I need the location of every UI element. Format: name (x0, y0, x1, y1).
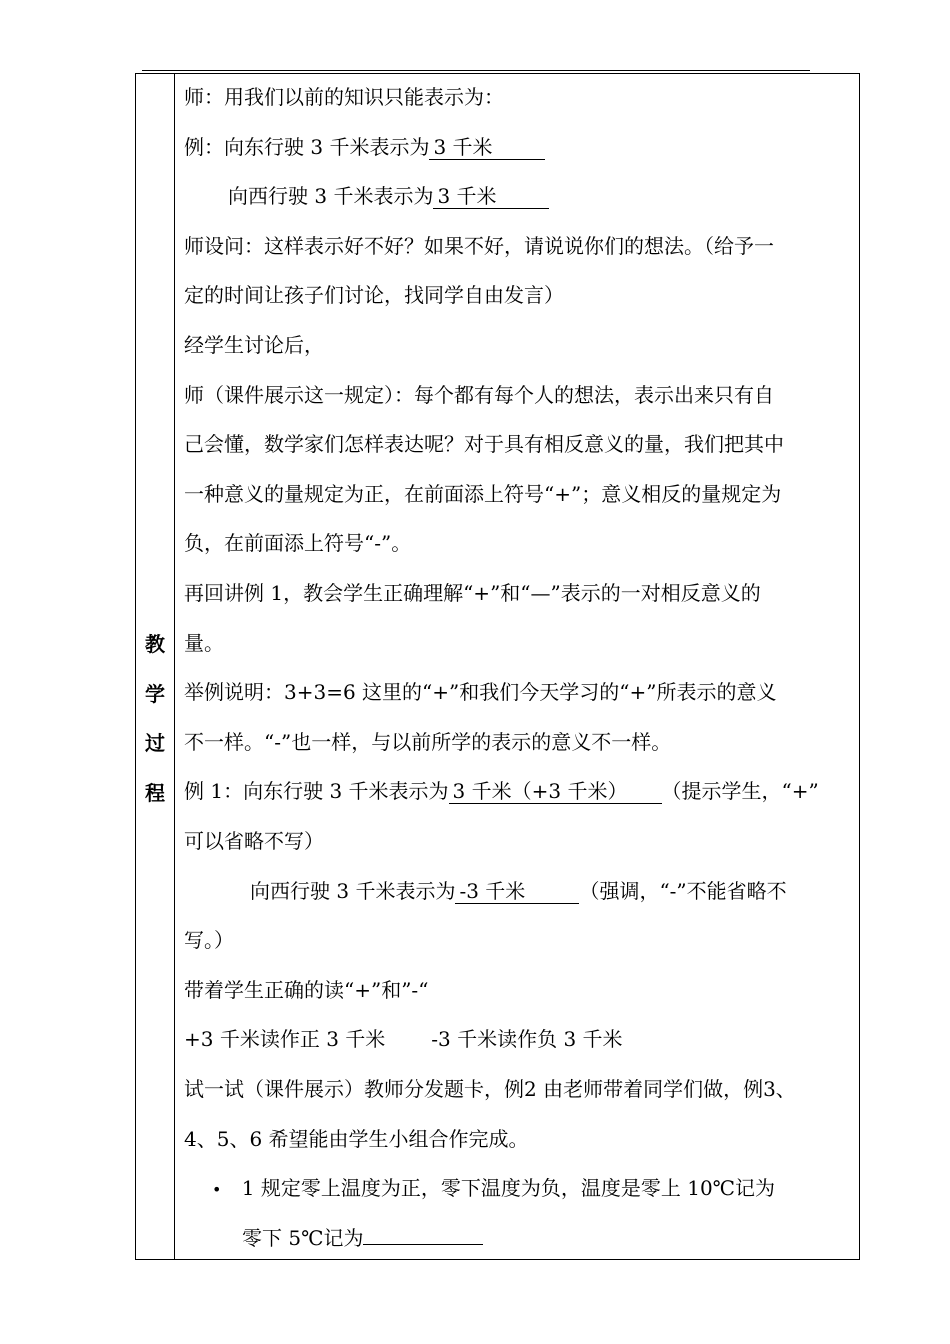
text-line: 师（课件展示这一规定）：每个都有每个人的想法，表示出来只有自 (184, 382, 774, 407)
answer-blank: 3 千米 (433, 184, 549, 209)
text-line: 师：用我们以前的知识只能表示为： (184, 85, 504, 109)
text-line: 师设问：这样表示好不好？如果不好，请说说你们的想法。（给予一 (184, 233, 774, 258)
bullet-icon: • (212, 1180, 222, 1200)
answer-blank: 3 千米（+3 千米） (449, 779, 662, 804)
text-line: 向西行驶 3 千米表示为 -3 千米 （强调，“-”不能省略不 (250, 878, 787, 903)
text-line: 例 1：向东行驶 3 千米表示为 3 千米（+3 千米） （提示学生，“+” (184, 779, 819, 804)
text-line: 不一样。“-”也一样，与以前所学的表示的意义不一样。 (184, 729, 672, 754)
text-line: 带着学生正确的读“+”和”-“ (184, 977, 429, 1002)
side-label-char: 教 (145, 632, 165, 656)
text-line: 可以省略不写） (184, 829, 324, 853)
text-line: 定的时间让孩子们讨论，找同学自由发言） (184, 283, 564, 308)
text-line: 试一试（课件展示）教师分发题卡，例2 由老师带着同学们做，例3、 (184, 1077, 796, 1101)
answer-blank (363, 1220, 483, 1245)
answer-blank: 3 千米 (429, 135, 545, 160)
side-label-char: 学 (145, 681, 165, 706)
text-line: 经学生讨论后， (184, 333, 324, 357)
text-line: • 1 规定零上温度为正，零下温度为负，温度是零上 10℃记为 (212, 1176, 776, 1201)
top-rule (142, 70, 810, 71)
text-line: 零下 5℃记为 (184, 1214, 914, 1264)
text-line: 向西行驶 3 千米表示为 3 千米 (184, 172, 900, 222)
text-line: 再回讲例 1，教会学生正确理解“+”和“—”表示的一对相反意义的 (184, 581, 761, 605)
text-line: 例：向东行驶 3 千米表示为 3 千米 (184, 123, 856, 173)
text-line: +3 千米读作正 3 千米 -3 千米读作负 3 千米 (184, 1027, 623, 1052)
answer-blank: -3 千米 (455, 879, 579, 904)
text-line: 写。） (184, 928, 234, 953)
side-label-char: 程 (145, 780, 165, 805)
text-line: 量。 (184, 630, 224, 655)
text-line: 负，在前面添上符号“-”。 (184, 531, 412, 556)
side-label-char: 过 (145, 731, 165, 755)
text-line: 4、5、6 希望能由学生小组合作完成。 (184, 1126, 529, 1151)
side-label-teaching-process (135, 620, 175, 818)
text-line: 一种意义的量规定为正，在前面添上符号“+”；意义相反的量规定为 (184, 481, 782, 506)
text-line: 举例说明：3+3=6 这里的“+”和我们今天学习的“+”所表示的意义 (184, 680, 777, 705)
text-line: 己会懂，数学家们怎样表达呢？对于具有相反意义的量，我们把其中 (184, 432, 784, 457)
